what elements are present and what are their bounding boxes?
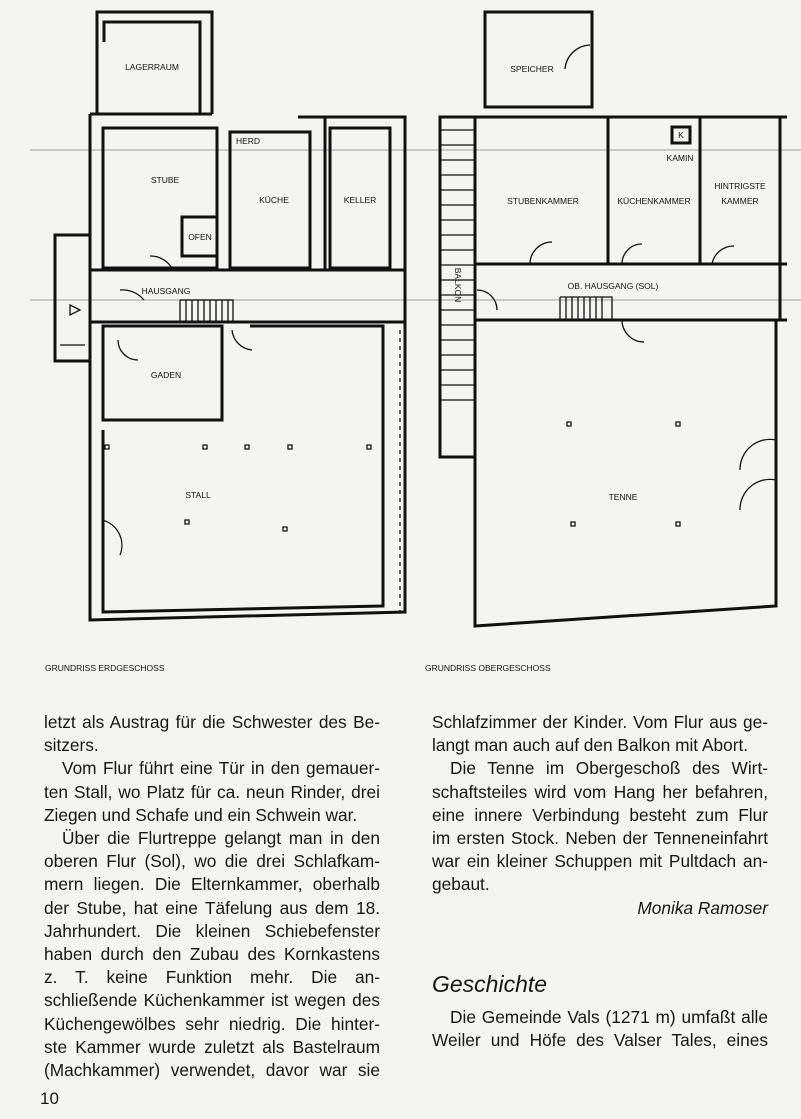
room-label-keller: KELLER: [343, 195, 377, 205]
text-line: sitzers.: [44, 735, 99, 756]
room-label-tenne: TENNE: [608, 492, 638, 502]
text-line: Weiler und Höfe des Valser Tales, eines: [432, 1030, 768, 1051]
room-label-speicher: SPEICHER: [510, 64, 554, 74]
text-line: schaftsteiles wird vom Hang her befahren,: [432, 781, 768, 802]
right-text-column: [432, 711, 768, 1052]
text-line: Ziegen und Schafe und ein Schwein war.: [44, 804, 358, 825]
room-label-stall: STALL: [185, 490, 211, 500]
page-number: 10: [40, 1089, 59, 1108]
text-line: Vom Flur führt eine Tür in den gemauer-: [62, 758, 380, 779]
text-line: Küchengewölbes sehr niedrig. Die hinter-: [44, 1013, 380, 1034]
text-line: mern liegen. Die Elternkammer, oberhalb: [44, 874, 380, 895]
text-line: haben durch den Zubau des Kornkastens: [44, 944, 380, 965]
text-line: eine innere Verbindung besteht zum Flur: [432, 804, 768, 825]
room-label-kamin: KAMIN: [666, 153, 694, 163]
text-line: Schlafzimmer der Kinder. Vom Flur aus ge-: [432, 712, 768, 732]
text-line: ste Kammer wurde zuletzt als Bastelraum: [44, 1036, 380, 1057]
ground-floor-caption: GRUNDRISS ERDGESCHOSS: [45, 663, 165, 673]
room-label-balkon: BALKON: [453, 267, 463, 303]
text-line: im ersten Stock. Neben der Tenneneinfahrt: [432, 828, 768, 849]
text-line: z. T. keine Funktion mehr. Die an-: [44, 967, 380, 988]
text-line: ten Stall, wo Platz für ca. neun Rinder, drei: [44, 781, 380, 802]
room-label-gaden: GADEN: [150, 370, 182, 380]
room-label-ofen: OFEN: [188, 232, 212, 242]
author-name: Monika Ramoser: [637, 897, 768, 918]
text-line: schließende Küchenkammer ist wegen des: [44, 990, 380, 1011]
text-line: Die Gemeinde Vals (1271 m) umfaßt alle: [450, 1006, 768, 1027]
text-line: war ein kleiner Schuppen mit Pultdach an-: [432, 851, 768, 872]
text-line: Über die Flurtreppe gelangt man in den: [62, 828, 380, 849]
room-label-k: K: [678, 130, 684, 140]
room-label-hausgang: HAUSGANG: [141, 286, 191, 296]
room-label-hintrigste: HINTRIGSTE: [714, 181, 766, 191]
text-line: Jahrhundert. Die kleinen Schiebefenster: [44, 920, 380, 941]
room-label-herd: HERD: [235, 136, 261, 146]
room-label-stubenkammer: STUBENKAMMER: [507, 196, 579, 206]
room-label-kuechenkammer: KÜCHENKAMMER: [617, 196, 691, 206]
room-label-stube: STUBE: [150, 175, 180, 185]
text-line: der Stube, hat eine Täfelung aus dem 18.: [44, 897, 380, 918]
ground-floor-plan: [45, 12, 405, 673]
section-heading: Geschichte: [432, 970, 548, 997]
room-label-ob-hausgang: OB. HAUSGANG (SOL): [567, 281, 659, 291]
text-line: langt man auch auf den Balkon mit Abort.: [432, 735, 749, 756]
text-line: Die Tenne im Obergeschoß des Wirt-: [450, 758, 768, 779]
text-line: letzt als Austrag für die Schwester des Be-: [44, 712, 380, 732]
room-label-lagerraum: LAGERRAUM: [125, 62, 179, 72]
upper-floor-caption: GRUNDRISS OBERGESCHOSS: [425, 663, 551, 673]
upper-floor-plan: [425, 12, 787, 673]
room-label-kammer: KAMMER: [721, 196, 759, 206]
room-label-kueche: KÜCHE: [259, 195, 289, 205]
text-line: (Machkammer) verwendet, davor war sie: [44, 1060, 380, 1081]
left-text-column: [44, 711, 380, 1082]
text-line: oberen Flur (Sol), wo die drei Schlafkam-: [44, 851, 380, 872]
text-line: gebaut.: [432, 874, 490, 895]
